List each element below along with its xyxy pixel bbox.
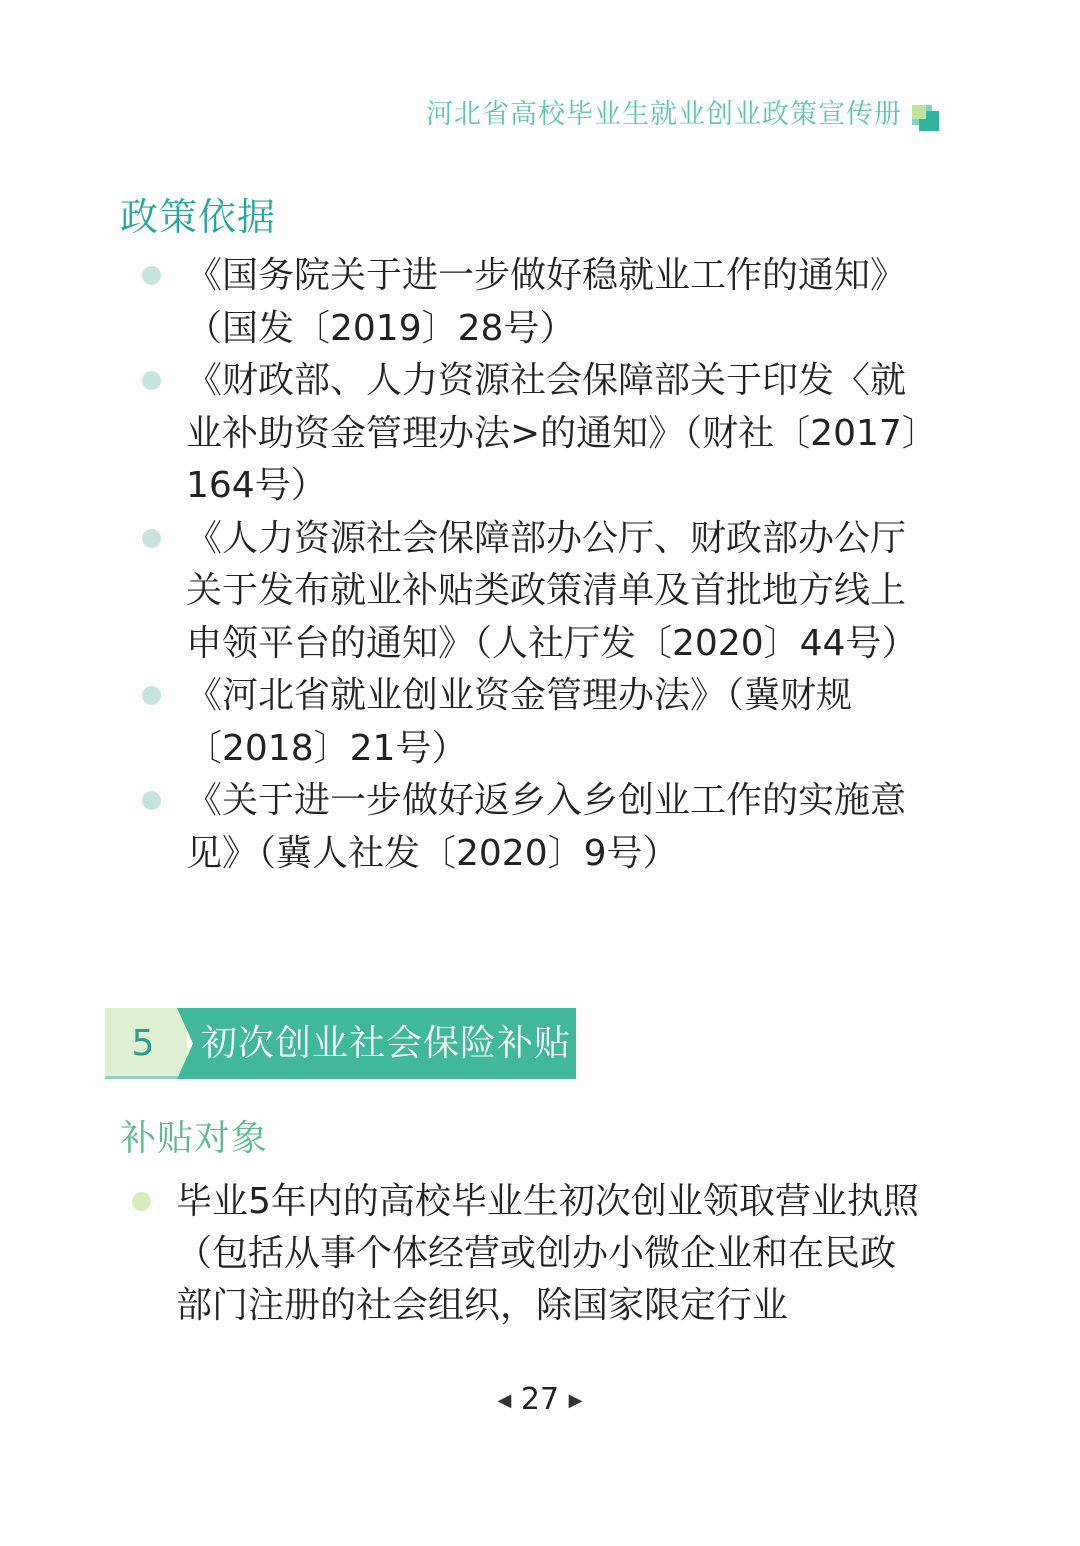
section-number: 5 (131, 1023, 155, 1064)
list-item (140, 355, 930, 513)
policy-item-text: 《河北省就业创业资金管理办法》（冀财规〔2018〕21号） (186, 675, 853, 769)
list-item (130, 1176, 930, 1332)
bullet-dot-icon (142, 266, 161, 285)
policy-item-text: 《国务院关于进一步做好稳就业工作的通知》（国发〔2019〕28号） (186, 255, 907, 349)
subsidy-item-text: 毕业5年内的高校毕业生初次创业领取营业执照（包括从事个体经营或创办小微企业和在民政部门注册的社会组织，除国家限定行业 (176, 1181, 919, 1326)
section-banner (105, 1008, 576, 1079)
list-item (140, 670, 930, 775)
header-title: 河北省高校毕业生就业创业政策宣传册 (426, 99, 902, 130)
list-item (140, 775, 930, 880)
header-square-icon (912, 105, 940, 131)
bullet-dot-icon (142, 791, 161, 810)
bullet-dot-icon (142, 371, 161, 390)
next-arrow-icon: ▶ (568, 1390, 583, 1411)
policy-item-text: 《财政部、人力资源社会保障部关于印发〈就业补助资金管理办法>的通知》（财社〔2017〕164号） (186, 360, 920, 506)
list-item (140, 513, 930, 671)
subsidy-target-heading: 补贴对象 (120, 1118, 269, 1159)
policy-basis-heading: 政策依据 (120, 195, 277, 239)
policy-item-text: 《人力资源社会保障部办公厅、财政部办公厅关于发布就业补贴类政策清单及首批地方线上申领平台的通知》（人社厅发〔2020〕44号） (186, 517, 918, 664)
policy-basis-list (140, 250, 930, 880)
subsidy-target-list (130, 1176, 930, 1332)
page-footer (0, 1382, 1080, 1417)
prev-arrow-icon: ◀ (497, 1390, 512, 1411)
page-number: 27 (520, 1382, 560, 1417)
bullet-dot-icon (142, 686, 161, 705)
policy-item-text: 《关于进一步做好返乡入乡创业工作的实施意见》（冀人社发〔2020〕9号） (186, 780, 907, 874)
bullet-dot-icon (132, 1192, 151, 1211)
list-item (140, 250, 930, 355)
bullet-dot-icon (142, 529, 161, 548)
section-title: 初次创业社会保险补贴 (201, 1023, 572, 1064)
